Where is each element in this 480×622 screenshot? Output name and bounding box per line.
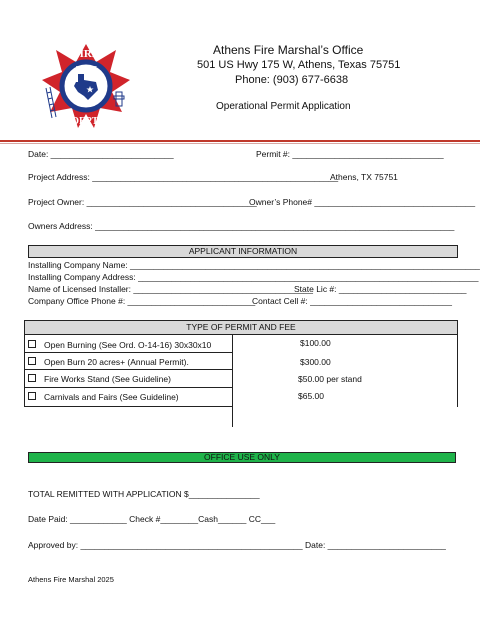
- project-address-field[interactable]: Project Address: ____________________________________________________: [28, 172, 339, 182]
- approved-by-field[interactable]: Approved by: _______________________________________________ Date: _________________________: [28, 540, 446, 550]
- permit-row-line: [24, 352, 232, 353]
- installing-company-name-field[interactable]: Installing Company Name: __________________________________________________________________________: [28, 260, 480, 270]
- fire-dept-logo: [38, 40, 134, 132]
- permit-type-heading-bar: [24, 320, 458, 335]
- licensed-installer-field[interactable]: Name of Licensed Installer: ______________________________________: [28, 284, 313, 294]
- permit-fee: $300.00: [300, 357, 331, 367]
- office-use-heading: OFFICE USE ONLY: [204, 452, 280, 462]
- permit-table-left-border: [24, 335, 25, 407]
- office-phone: Phone: (903) 677-6638: [235, 74, 349, 86]
- owners-address-field[interactable]: Owners Address: ____________________________________________________________________________: [28, 221, 455, 231]
- project-owner-field[interactable]: Project Owner: ____________________________________: [28, 197, 257, 207]
- logo-ring-bottom: TEXAS: [76, 102, 96, 108]
- checkbox[interactable]: [28, 357, 36, 365]
- checkbox[interactable]: [28, 374, 36, 382]
- checkbox[interactable]: [28, 340, 36, 348]
- document-title: Operational Permit Application: [216, 101, 351, 112]
- permit-row[interactable]: [28, 357, 189, 367]
- permit-label: Carnivals and Fairs (See Guideline): [44, 392, 179, 402]
- permit-fee: $65.00: [298, 391, 324, 401]
- permit-fee: $50.00 per stand: [298, 374, 362, 384]
- office-address: 501 US Hwy 175 W, Athens, Texas 75751: [197, 59, 401, 71]
- office-use-heading-bar: [28, 452, 456, 463]
- checkbox[interactable]: [28, 392, 36, 400]
- date-paid-field[interactable]: Date Paid: ____________ Check #________Cash______ CC___: [28, 514, 276, 524]
- permit-row-line: [24, 387, 232, 388]
- footer-text: Athens Fire Marshal 2025: [28, 575, 114, 584]
- permit-row[interactable]: [28, 340, 211, 350]
- header-rule-thin: [0, 143, 480, 144]
- date-field[interactable]: Date: __________________________: [28, 149, 174, 159]
- header-rule: [0, 140, 480, 142]
- state-license-field[interactable]: State Lic #: ___________________________: [294, 284, 467, 294]
- permit-number-field[interactable]: Permit #: ________________________________: [256, 149, 444, 159]
- contact-cell-field[interactable]: Contact Cell #: ______________________________: [252, 296, 452, 306]
- permit-row-line: [24, 406, 232, 407]
- permit-row[interactable]: [28, 374, 171, 384]
- applicant-heading: APPLICANT INFORMATION: [188, 246, 298, 256]
- permit-label: Open Burn 20 acres+ (Annual Permit).: [44, 357, 189, 367]
- permit-label: Fire Works Stand (See Guideline): [44, 374, 171, 384]
- permit-table-divider: [232, 335, 233, 427]
- installing-company-address-field[interactable]: Installing Company Address: ________________________________________________________________________: [28, 272, 479, 282]
- office-phone-field[interactable]: Company Office Phone #: ___________________________: [28, 296, 256, 306]
- office-name: Athens Fire Marshal’s Office: [213, 43, 364, 57]
- logo-bottom-text: DEPT.: [71, 116, 101, 127]
- permit-label: Open Burning (See Ord. O-14-16) 30x30x10: [44, 340, 212, 350]
- permit-type-heading: TYPE OF PERMIT AND FEE: [186, 322, 296, 332]
- permit-table-right-border: [457, 335, 458, 407]
- total-remitted-field[interactable]: TOTAL REMITTED WITH APPLICATION $_______________: [28, 489, 260, 499]
- applicant-heading-bar: [28, 245, 458, 258]
- project-city: Athens, TX 75751: [330, 172, 398, 182]
- logo-ring-top: ATHENS: [74, 66, 98, 72]
- permit-row-line: [24, 369, 232, 370]
- owner-phone-field[interactable]: Owner’s Phone# __________________________________: [249, 197, 476, 207]
- permit-fee: $100.00: [300, 338, 331, 348]
- permit-row[interactable]: [28, 392, 179, 402]
- logo-top-text: FIRE: [72, 48, 100, 60]
